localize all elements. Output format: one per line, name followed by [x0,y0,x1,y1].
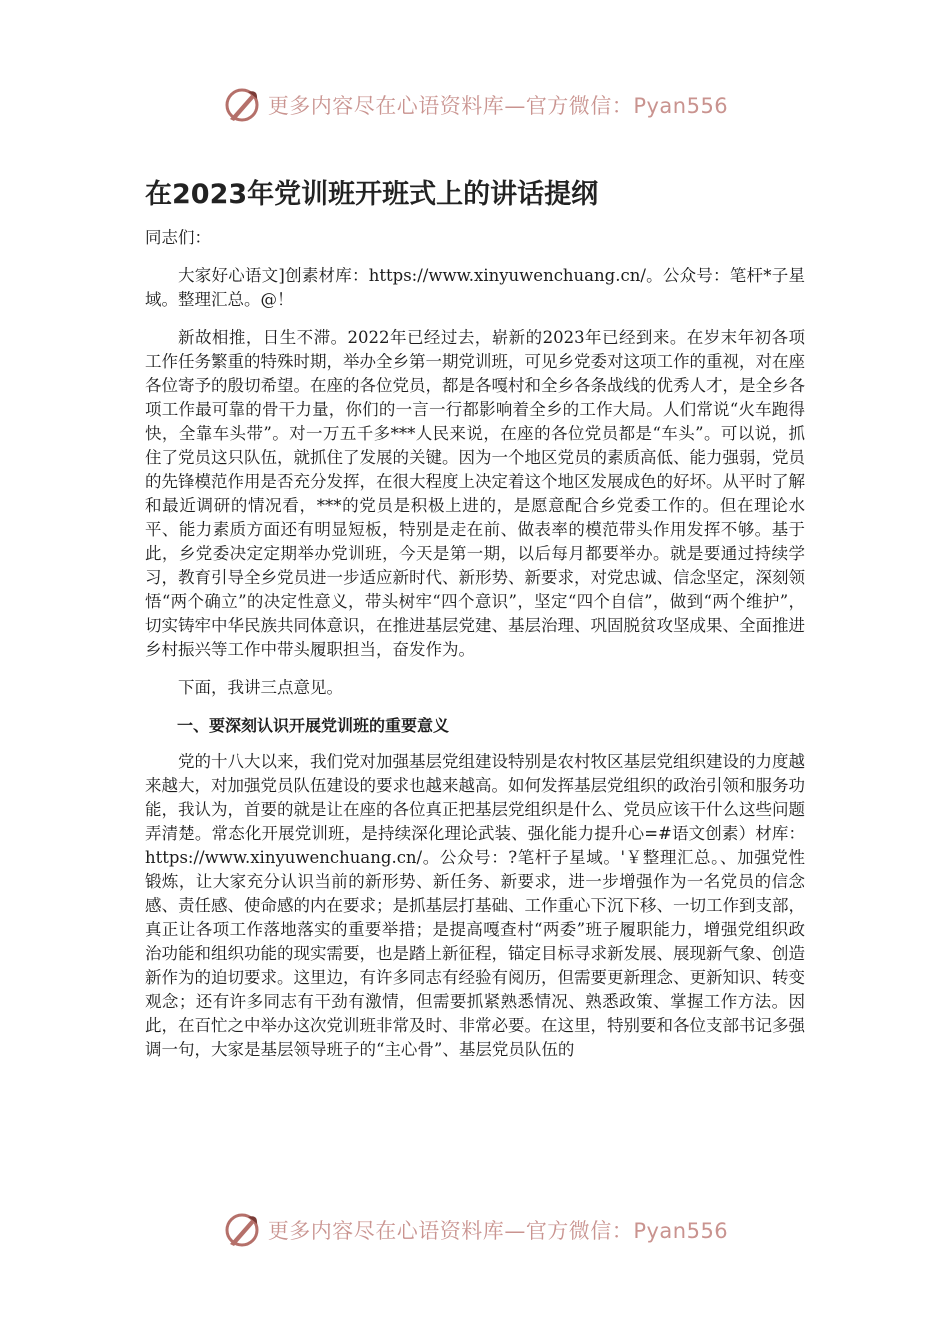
intro-paragraph: 大家好心语文]创素材库：https://www.xinyuwenchuang.cn/。公众号：笔杆*子星域。整理汇总。@！ [145,266,805,309]
body-paragraph-3: 党的十八大以来，我们党对加强基层党组建设特别是农村牧区基层党组织建设的力度越来越大，对加强党员队伍建设的要求也越来越高。如何发挥基层党组织的政治引领和服务功能，我认为，首要的就是让在座的各位真正把基层党组织是什么、党员应该干什么这些问题弄清楚。常态化开展党训班，是持续深化理论武装、强化能力提升心=#语文创素）材库：https://www.xinyuwenchuang.cn/。公众号：?笔杆子星域。'￥整理汇总。、加强党性锻炼，让大家充分认识当前的新形势、新任务、新要求，进一步增强作为一名党员的信念感、责任感、使命感的内在要求；是抓基层打基础、工作重心下沉下移、一切工作到支部，真正让各项工作落地落实的重要举措；是提高嘎查村“两委”班子履职能力，增强党组织政治功能和组织功能的现实需要，也是踏上新征程，锚定目标寻求新发展、展现新气象、创造新作为的迫切要求。这里边，有许多同志有经验有阅历，但需要更新理念、更新知识、转变观念；还有许多同志有干劲有激情，但需要抓紧熟悉情况、熟悉政策、掌握工作方法。因此，在百忙之中举办这次党训班非常及时、非常必要。在这里，特别要和各位支部书记多强调一句，大家是基层领导班子的“主心骨”、基层党员队伍的 [145,752,805,1059]
quill-pen-logo-icon [222,85,262,125]
quill-pen-logo-icon [222,1210,262,1250]
watermark-text: 更多内容尽在心语资料库—官方微信：Pyan556 [267,94,729,118]
greeting: 同志们： [145,228,211,247]
footer-watermark-banner [0,1205,950,1255]
body-paragraph-2: 下面，我讲三点意见。 [178,678,343,697]
section-heading-1: 一、要深刻认识开展党训班的重要意义 [177,716,450,735]
header-watermark-banner [0,80,950,130]
watermark-text: 更多内容尽在心语资料库—官方微信：Pyan556 [267,1219,729,1243]
document-body [145,226,805,1076]
body-paragraph-1: 新故相推，日生不滞。2022年已经过去，崭新的2023年已经到来。在岁末年初各项工作任务繁重的特殊时期，举办全乡第一期党训班，可见乡党委对这项工作的重视，对在座各位寄予的殷切希望。在座的各位党员，都是各嘎村和全乡各条战线的优秀人才，是全乡各项工作最可靠的骨干力量，你们的一言一行都影响着全乡的工作大局。人们常说“火车跑得快，全靠车头带”。对一万五千多***人民来说，在座的各位党员都是“车头”。可以说，抓住了党员这只队伍，就抓住了发展的关键。因为一个地区党员的素质高低、能力强弱，党员的先锋模范作用是否充分发挥，在很大程度上决定着这个地区发展成色的好坏。从平时了解和最近调研的情况看，***的党员是积极上进的，是愿意配合乡党委工作的。但在理论水平、能力素质方面还有明显短板，特别是走在前、做表率的模范带头作用发挥不够。基于此，乡党委决定定期举办党训班，今天是第一期，以后每月都要举办。就是要通过持续学习，教育引导全乡党员进一步适应新时代、新形势、新要求，对党忠诚、信念坚定，深刻领悟“两个确立”的决定性意义，带头树牢“四个意识”，坚定“四个自信”，做到“两个维护”，切实铸牢中华民族共同体意识，在推进基层党建、基层治理、巩固脱贫攻坚成果、全面推进乡村振兴等工作中带头履职担当，奋发作为。 [145,328,805,659]
document-title: 在2023年党训班开班式上的讲话提纲 [145,179,599,210]
